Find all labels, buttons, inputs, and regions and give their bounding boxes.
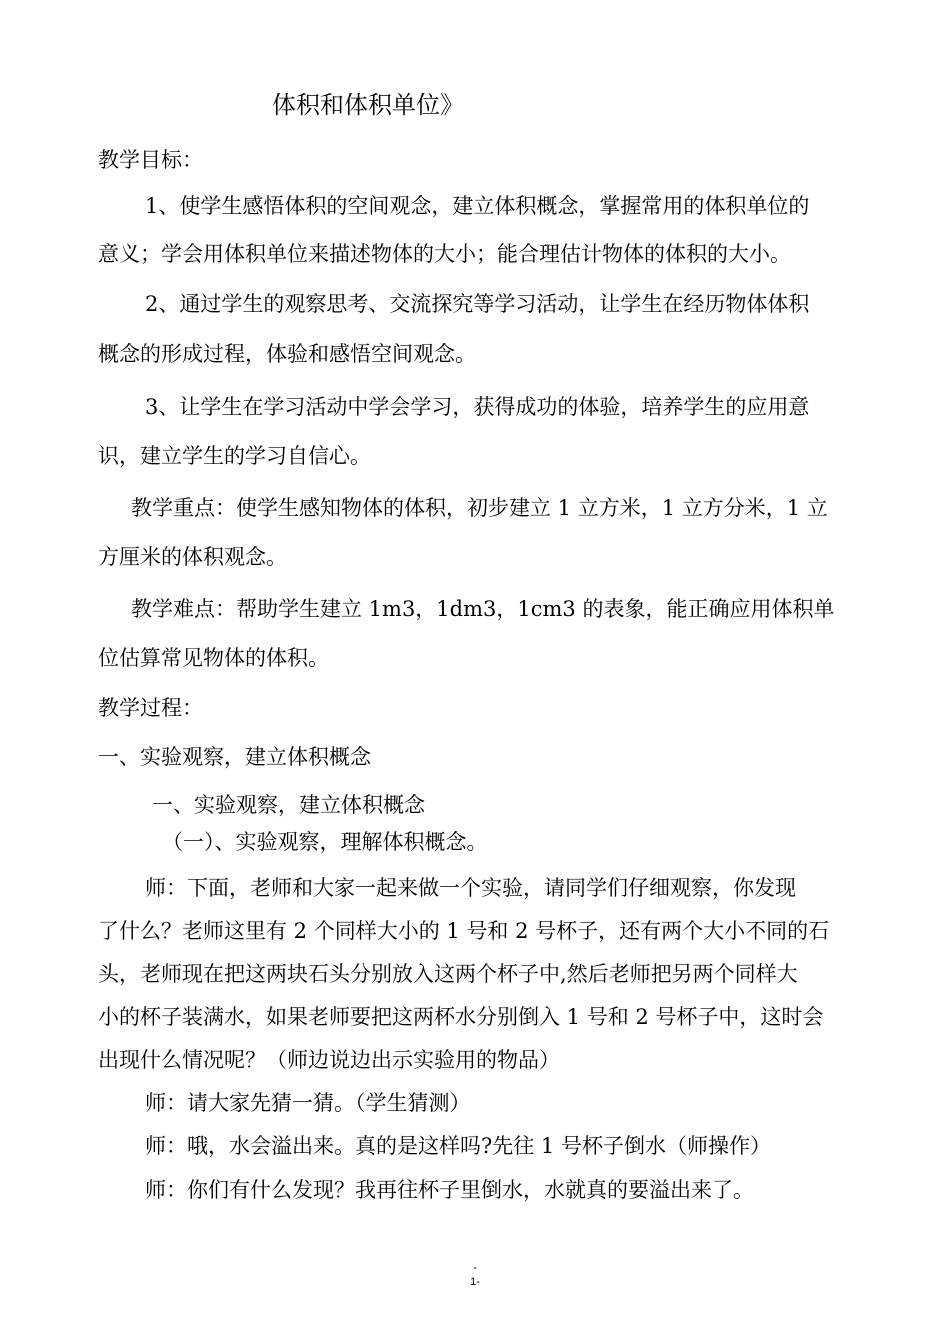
section-1-subheading: 一、实验观察，建立体积概念 [152, 793, 425, 817]
objective-2-line-1: 2、通过学生的观察思考、交流探究等学习活动，让学生在经历物体体积 [145, 292, 810, 316]
teacher-1-line-4: 小的杯子装满水，如果老师要把这两杯水分别倒入 1 号和 2 号杯子中，这时会 [98, 1005, 824, 1029]
objectives-heading: 教学目标： [98, 148, 203, 172]
teacher-1-line-1: 师：下面，老师和大家一起来做一个实验，请同学们仔细观察，你发现 [145, 876, 796, 900]
key-point-line-2: 方厘米的体积观念。 [98, 545, 287, 569]
objective-3-line-1: 3、让学生在学习活动中学会学习，获得成功的体验，培养学生的应用意 [145, 395, 810, 419]
teacher-1-line-5: 出现什么情况呢？（师边说边出示实验用的物品） [98, 1048, 560, 1072]
difficulty-line-1: 教学难点：帮助学生建立 1m3，1dm3，1cm3 的表象，能正确应用体积单 [131, 597, 835, 621]
objective-2-line-2: 概念的形成过程，体验和感悟空间观念。 [98, 342, 476, 366]
teacher-4: 师：你们有什么发现？我再往杯子里倒水，水就真的要溢出来了。 [145, 1178, 754, 1202]
objective-1-line-2: 意义；学会用体积单位来描述物体的大小；能合理估计物体的体积的大小。 [98, 242, 791, 266]
page-number: 1- [470, 1276, 480, 1288]
teacher-1-line-3: 头，老师现在把这两块石头分别放入这两个杯子中,然后老师把另两个同样大 [98, 962, 798, 986]
objective-1-line-1: 1、使学生感悟体积的空间观念，建立体积概念，掌握常用的体积单位的 [145, 194, 810, 218]
section-1-heading: 一、实验观察，建立体积概念 [98, 745, 371, 769]
objective-3-line-2: 识，建立学生的学习自信心。 [98, 444, 371, 468]
subsection-1-heading: （一）、实验观察，理解体积概念。 [162, 830, 488, 854]
process-heading: 教学过程： [98, 696, 203, 720]
teacher-2: 师：请大家先猜一猜。（学生猜测） [145, 1091, 471, 1115]
key-point-line-1: 教学重点：使学生感知物体的体积，初步建立 1 立方米，1 立方分米，1 立 [131, 496, 828, 520]
page-title: 体积和体积单位》 [272, 91, 464, 119]
difficulty-line-2: 位估算常见物体的体积。 [98, 646, 329, 670]
teacher-1-line-2: 了什么？老师这里有 2 个同样大小的 1 号和 2 号杯子，还有两个大小不同的石 [98, 919, 830, 943]
footer-dash: - [473, 1262, 477, 1274]
teacher-3: 师：哦，水会溢出来。真的是这样吗?先往 1 号杯子倒水（师操作） [145, 1134, 771, 1158]
